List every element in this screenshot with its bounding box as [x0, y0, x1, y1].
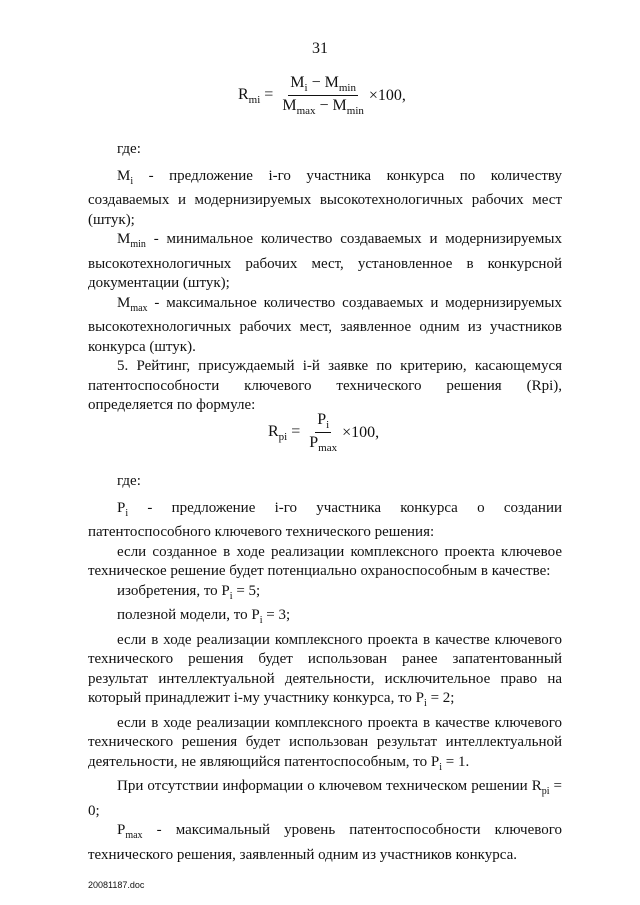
- paragraph-item-5: 5. Рейтинг, присуждаемый i-й заявке по критерию, касающемуся патентоспособности ключевого технического решения (Rpi), определяется по формуле:: [88, 358, 562, 413]
- formula-rpi: [268, 411, 379, 454]
- formula-fraction: [280, 74, 366, 117]
- fraction-numerator: $M_i - M_{min}$: [290, 74, 356, 95]
- formula-tail: ×100,: [368, 86, 406, 104]
- condition-invention: изобретения, то $P_i = 5$;: [117, 582, 261, 602]
- condition-absent: При отсутствии информации о ключевом техническом решении $R_{pi} = 0$;: [88, 778, 562, 819]
- where-label: где:: [117, 473, 141, 489]
- definition-pi: $P_i$ - предложение i-го участника конкурса о создании патентоспособного ключевого технического решения:: [88, 499, 562, 540]
- formula-lhs: $R_{mi}$ =: [238, 85, 274, 106]
- where-label: где:: [117, 141, 141, 157]
- definitions-block-1: [88, 140, 562, 416]
- condition-patented: если в ходе реализации комплексного проекта в качестве ключевого технического решения будет использован ранее запатентованный результат интеллектуальной деятельности, исключительное право на который принадлежит i-му участнику конкурса, то $P_i = 2$;: [88, 631, 562, 709]
- formula-tail: ×100,: [342, 423, 380, 441]
- definition-mmin: $M_{min}$ - минимальное количество создаваемых и модернизируемых высокотехнологичных рабочих мест, установленное в конкурсной документации (штук);: [88, 231, 562, 291]
- formula-fraction: [307, 411, 339, 454]
- definition-mi: $M_i$ - предложение i-го участника конкурса по количеству создаваемых и модернизируемых высокотехнологичных рабочих мест (штук);: [88, 167, 562, 228]
- condition-not-patentable: если в ходе реализации комплексного проекта в качестве ключевого технического решения будет использован результат интеллектуальной деятельности, не являющийся патентоспособным, то $P_i = 1$.: [88, 714, 562, 773]
- fraction-denominator: $M_{max} - M_{min}$: [282, 97, 364, 118]
- definitions-block-2: [88, 472, 562, 865]
- fraction-numerator: $P_i$: [317, 411, 330, 432]
- definition-pmax: $P_{max}$ - максимальный уровень патентоспособности ключевого технического решения, заявленный одним из участников конкурса.: [88, 822, 562, 863]
- formula-lhs: $R_{pi}$ =: [268, 422, 301, 443]
- fraction-denominator: $P_{max}$: [309, 434, 338, 455]
- file-name-footer: 20081187.doc: [88, 880, 145, 890]
- page-number: 31: [312, 40, 328, 57]
- condition-potential: если созданное в ходе реализации комплексного проекта ключевое техническое решение будет потенциально охраноспособным в качестве:: [88, 543, 562, 579]
- formula-rmi: [238, 74, 406, 117]
- condition-utility-model: полезной модели, то $P_i = 3$;: [117, 607, 291, 626]
- definition-mmax: $M_{max}$ - максимальное количество создаваемых и модернизируемых высокотехнологичных рабочих мест, заявленное одним из участников конкурса (штук).: [88, 294, 562, 355]
